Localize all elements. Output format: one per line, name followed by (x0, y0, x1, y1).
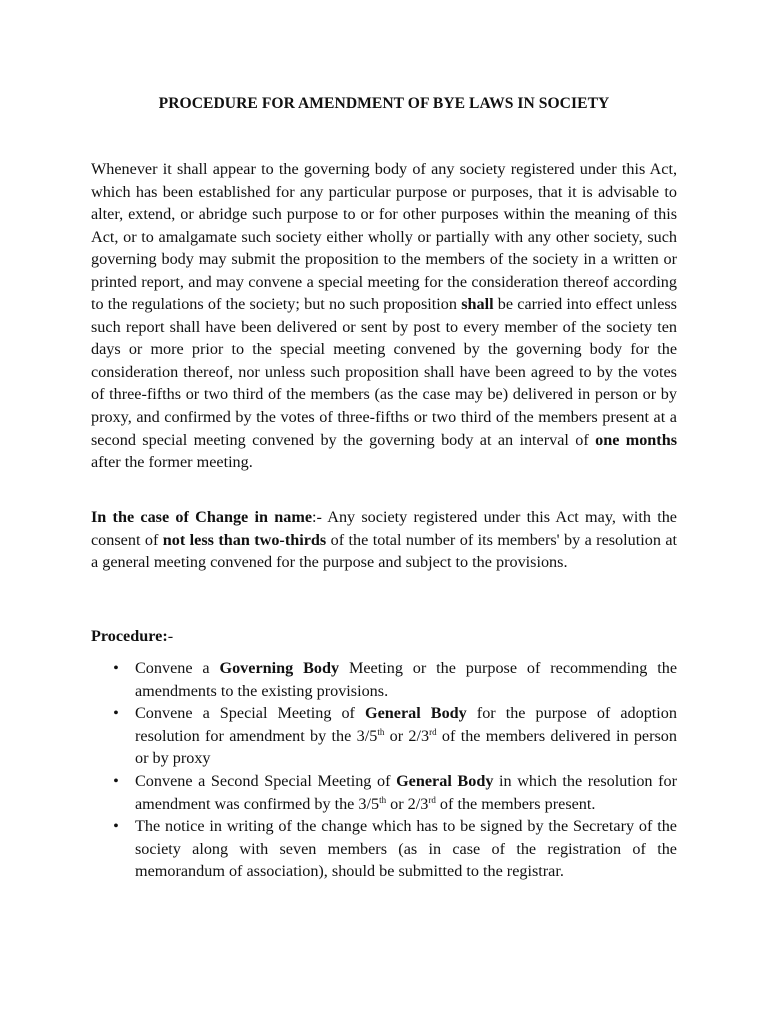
item-text: or 2/3 (386, 794, 429, 813)
bold-text: shall (461, 295, 494, 314)
item-text: of the members present. (435, 794, 596, 813)
paragraph-text: Whenever it shall appear to the governing body of any society registered under this Act, which has been established for any particular purpose or purposes, that it is advisable to alter, extend, or abridge such purpose to or for other purposes within the meaning of this Act, or to amalgamate such society either wholly or partially with any other society, such governing body may submit the proposition to the members of the society in a written or printed report, and may convene a special meeting for the consideration thereof according to the regulations of the society; but no such proposition (91, 160, 677, 314)
paragraph-text: :- Any society registered under this Act may, with the consent of (91, 508, 677, 549)
item-text: of the members delivered in person or by proxy (135, 726, 677, 768)
item-text: Convene a (135, 659, 220, 677)
list-item (91, 770, 677, 815)
list-item (91, 702, 677, 770)
document-title: PROCEDURE FOR AMENDMENT OF BYE LAWS IN SOCIETY (158, 95, 610, 112)
list-item (91, 815, 677, 883)
superscript: th (379, 794, 387, 805)
bold-text: not less than two-thirds (162, 530, 327, 549)
item-text: for the purpose of adoption resolution for amendment by the 3/5 (135, 704, 677, 745)
bold-text: General Body (365, 704, 467, 723)
paragraph-amendment-rules (91, 158, 677, 474)
procedure-heading (91, 625, 173, 647)
item-text: Convene a Second Special Meeting of (135, 771, 397, 790)
paragraph-change-in-name (91, 506, 677, 574)
superscript: th (377, 726, 385, 737)
bold-text: In the case of Change in name (91, 508, 312, 526)
paragraph-text: after the former meeting. (91, 453, 253, 472)
bullet-icon: • (113, 817, 119, 836)
bullet-icon: • (113, 771, 119, 790)
bold-text: General Body (396, 771, 494, 790)
procedure-list (91, 657, 677, 883)
list-item (91, 657, 677, 702)
bullet-icon: • (113, 659, 119, 677)
paragraph-text: of the total number of its members' by a resolution at a general meeting convened for the purpose and subject to the provisions. (91, 530, 678, 572)
superscript: rd (429, 726, 437, 737)
bullet-icon: • (113, 704, 119, 723)
bold-text: one months (595, 430, 677, 449)
item-text: Convene a Special Meeting of (135, 704, 365, 723)
superscript: rd (428, 794, 436, 805)
item-text: Meeting or the purpose of recommending the amendments to the existing provisions. (135, 659, 678, 700)
procedure-heading-label: Procedure: (91, 627, 168, 645)
item-text: in which the resolution for amendment was confirmed by the 3/5 (135, 771, 678, 813)
bold-text: Governing Body (219, 659, 340, 677)
procedure-heading-suffix: - (167, 627, 174, 645)
item-text: The notice in writing of the change which has to be signed by the Secretary of the society along with seven members (as in case of the registration of the memorandum of association), should be submitted to the registrar. (135, 817, 677, 881)
item-text: or 2/3 (384, 726, 430, 745)
paragraph-text: be carried into effect unless such report shall have been delivered or sent by post to every member of the society ten days or more prior to the special meeting convened by the governing body for the consideration thereof, nor unless such proposition shall have been agreed to by the votes of three-fifths or two third of the members (as the case may be) delivered in person or by proxy, and confirmed by the votes of three-fifths or two third of the members present at a second special meeting convened by the governing body at an interval of (91, 295, 677, 449)
